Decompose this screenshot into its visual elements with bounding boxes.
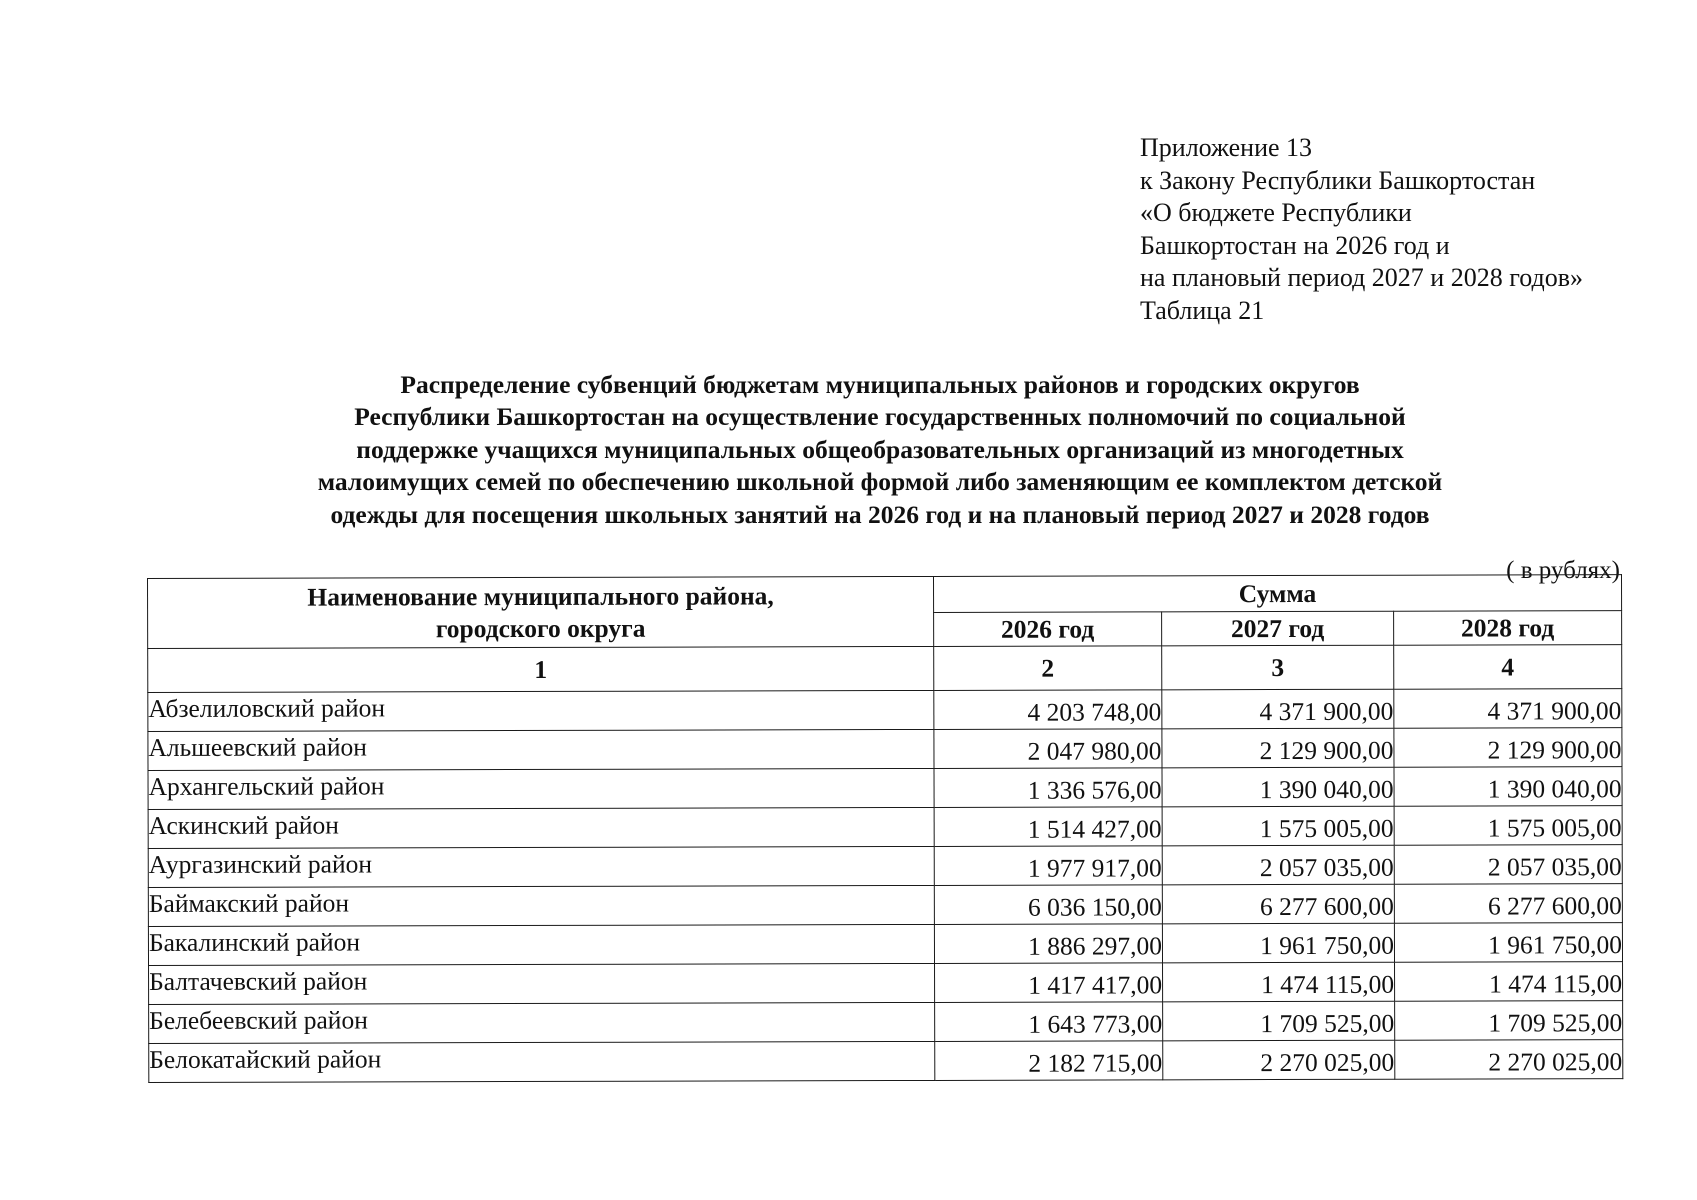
row-value-2028: 1 474 115,00 bbox=[1395, 962, 1623, 1002]
column-number-1: 1 bbox=[148, 646, 934, 692]
row-value-2027: 2 129 900,00 bbox=[1162, 728, 1394, 768]
row-value-2027: 4 371 900,00 bbox=[1162, 689, 1394, 729]
row-value-2026: 1 886 297,00 bbox=[934, 924, 1162, 964]
table-row bbox=[148, 728, 1622, 771]
row-name: Балтачевский район bbox=[149, 963, 935, 1004]
table-row bbox=[148, 845, 1622, 888]
title-line: малоимущих семей по обеспечению школьной формой либо заменяющим ее комплектом детской bbox=[317, 467, 1443, 497]
subsidy-table bbox=[147, 574, 1623, 1083]
row-value-2027: 1 390 040,00 bbox=[1162, 767, 1394, 807]
row-value-2026: 2 047 980,00 bbox=[934, 729, 1162, 769]
row-name: Белокатайский район bbox=[149, 1041, 935, 1082]
row-value-2028: 2 129 900,00 bbox=[1394, 728, 1622, 768]
row-value-2028: 2 057 035,00 bbox=[1394, 845, 1622, 885]
header-name-line2: городского округа bbox=[435, 613, 646, 643]
row-value-2026: 4 203 748,00 bbox=[934, 690, 1162, 730]
row-value-2027: 2 057 035,00 bbox=[1162, 845, 1394, 885]
row-value-2026: 1 514 427,00 bbox=[934, 807, 1162, 847]
table-row bbox=[149, 962, 1623, 1005]
header-year-2028: 2028 год bbox=[1394, 611, 1622, 646]
appendix-line: к Закону Республики Башкортостан bbox=[1140, 165, 1536, 195]
row-value-2026: 1 336 576,00 bbox=[934, 768, 1162, 808]
header-year-2027: 2027 год bbox=[1162, 611, 1394, 646]
document-title bbox=[200, 369, 1560, 531]
table-row bbox=[148, 884, 1622, 927]
row-name: Аскинский район bbox=[148, 807, 934, 848]
title-line: одежды для посещения школьных занятий на 2026 год и на плановый период 2027 и 2028 годов bbox=[330, 499, 1430, 529]
appendix-line: Башкортостан на 2026 год и bbox=[1140, 230, 1450, 260]
row-value-2026: 2 182 715,00 bbox=[935, 1041, 1163, 1081]
row-value-2028: 2 270 025,00 bbox=[1395, 1040, 1623, 1080]
row-name: Аургазинский район bbox=[148, 846, 934, 887]
title-line: поддержке учащихся муниципальных общеобразовательных организаций из многодетных bbox=[356, 434, 1404, 464]
row-value-2027: 2 270 025,00 bbox=[1163, 1040, 1395, 1080]
table-row bbox=[148, 767, 1622, 810]
row-value-2026: 1 977 917,00 bbox=[934, 846, 1162, 886]
row-value-2028: 1 709 525,00 bbox=[1395, 1001, 1623, 1041]
row-value-2028: 4 371 900,00 bbox=[1394, 689, 1622, 729]
row-name: Бакалинский район bbox=[148, 924, 934, 965]
table-row bbox=[149, 1001, 1623, 1044]
table-row bbox=[149, 1040, 1623, 1083]
row-value-2027: 1 961 750,00 bbox=[1162, 923, 1394, 963]
table-row bbox=[148, 689, 1622, 732]
header-name-column bbox=[148, 576, 934, 648]
row-value-2026: 1 417 417,00 bbox=[935, 963, 1163, 1003]
column-number-3: 3 bbox=[1162, 645, 1394, 690]
row-name: Баймакский район bbox=[148, 885, 934, 926]
row-name: Альшеевский район bbox=[148, 729, 934, 770]
table-number: Таблица 21 bbox=[1140, 295, 1265, 325]
row-value-2026: 1 643 773,00 bbox=[935, 1002, 1163, 1042]
appendix-reference bbox=[1140, 132, 1583, 327]
title-line: Республики Башкортостан на осуществление государственных полномочий по социальной bbox=[354, 402, 1406, 432]
units-note: ( в рублях) bbox=[1506, 557, 1620, 584]
appendix-line: «О бюджете Республики bbox=[1140, 198, 1412, 227]
row-value-2028: 1 575 005,00 bbox=[1394, 806, 1622, 846]
appendix-line: на плановый период 2027 и 2028 годов» bbox=[1140, 263, 1583, 292]
table-row bbox=[148, 923, 1622, 966]
row-value-2028: 6 277 600,00 bbox=[1394, 884, 1622, 924]
table-row bbox=[148, 806, 1622, 849]
row-value-2027: 1 575 005,00 bbox=[1162, 806, 1394, 846]
row-value-2028: 1 390 040,00 bbox=[1394, 767, 1622, 807]
row-name: Абзелиловский район bbox=[148, 690, 934, 731]
row-name: Архангельский район bbox=[148, 768, 934, 809]
row-value-2026: 6 036 150,00 bbox=[934, 885, 1162, 925]
row-value-2027: 1 474 115,00 bbox=[1163, 962, 1395, 1002]
appendix-line: Приложение 13 bbox=[1140, 133, 1313, 162]
row-value-2027: 6 277 600,00 bbox=[1162, 884, 1394, 924]
column-number-4: 4 bbox=[1394, 645, 1622, 690]
header-sum: Сумма bbox=[933, 575, 1621, 613]
header-year-2026: 2026 год bbox=[934, 612, 1162, 647]
title-line: Распределение субвенций бюджетам муниципальных районов и городских округов bbox=[400, 370, 1360, 399]
header-name-line1: Наименование муниципального района, bbox=[307, 580, 774, 612]
row-value-2027: 1 709 525,00 bbox=[1163, 1001, 1395, 1041]
row-name: Белебеевский район bbox=[149, 1002, 935, 1043]
column-number-2: 2 bbox=[934, 646, 1162, 691]
row-value-2028: 1 961 750,00 bbox=[1394, 923, 1622, 963]
